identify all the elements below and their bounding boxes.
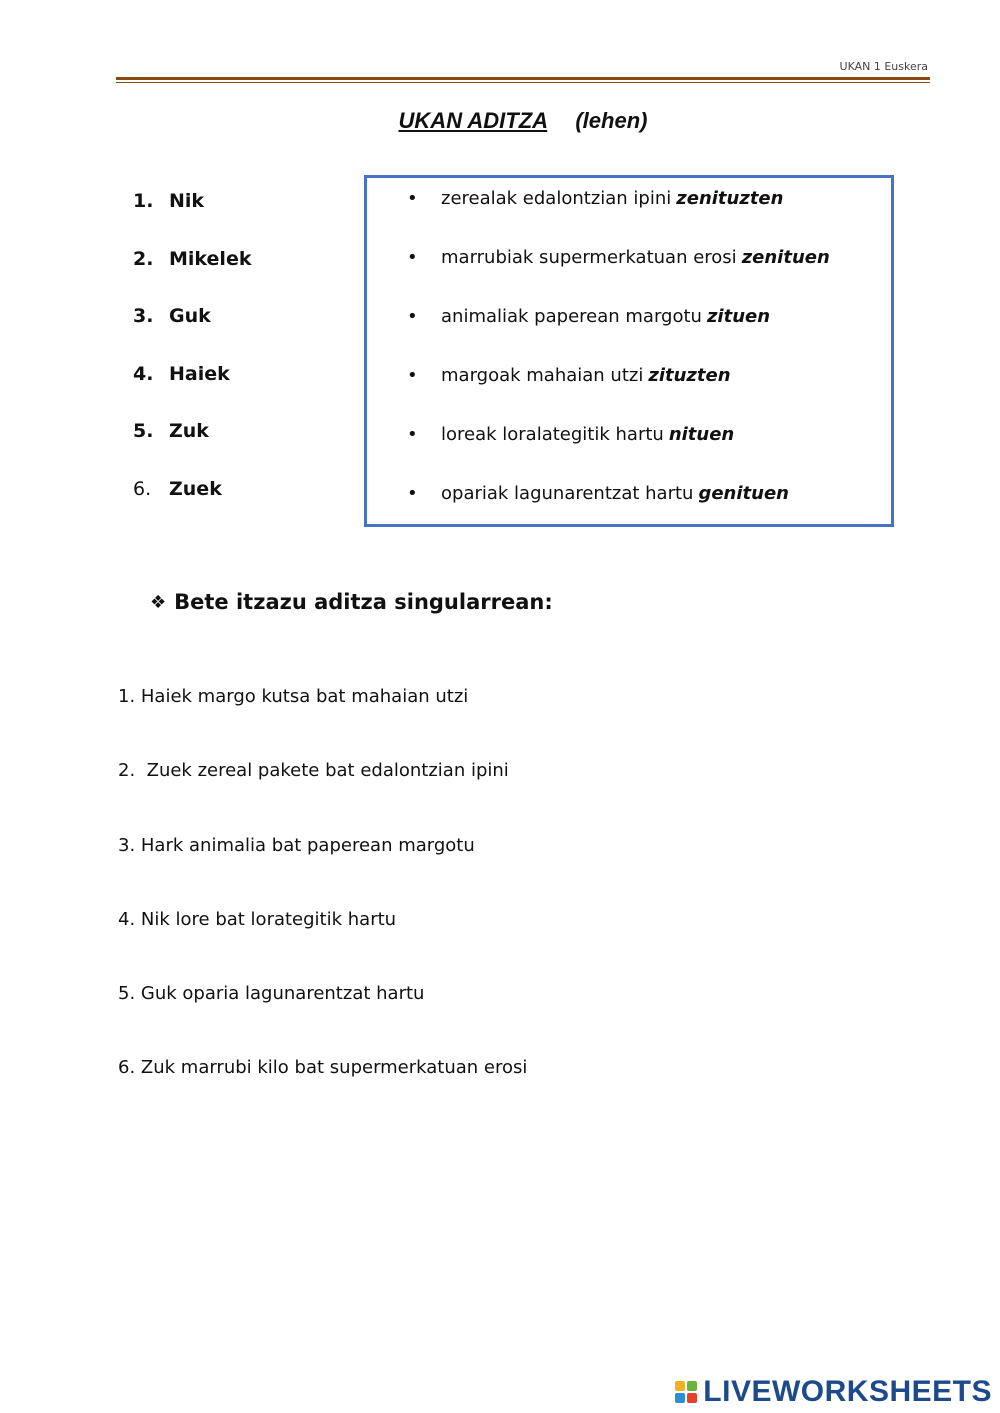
diamond-icon: ❖ <box>150 591 167 613</box>
header-rule <box>116 77 930 80</box>
bullet-icon: • <box>407 306 418 327</box>
title-main: UKAN ADITZA <box>398 108 548 133</box>
exercise-item: 3. Hark animalia bat paperean margotu <box>118 834 475 856</box>
option-verb: zituen <box>706 306 771 327</box>
liveworksheets-brand <box>675 1375 992 1409</box>
logo-square <box>675 1381 685 1391</box>
option-text: zerealak edalontzian ipini <box>441 188 672 209</box>
brand-name: LIVEWORKSHEETS <box>703 1375 992 1408</box>
options-list <box>407 188 830 542</box>
exercise-item: 5. Guk oparia lagunarentzat hartu <box>118 983 425 1005</box>
subject-item <box>133 305 251 363</box>
instruction-text: Bete itzazu aditza singularrean: <box>174 590 553 614</box>
subject-word: Nik <box>169 190 205 212</box>
subject-number: 6. <box>133 477 152 500</box>
exercise-item: 2. Zuek zereal pakete bat edalontzian ipini <box>118 760 509 782</box>
subject-word: Haiek <box>169 362 230 385</box>
header-rule-thin <box>116 82 930 83</box>
subject-item <box>133 478 251 536</box>
bullet-icon: • <box>407 188 418 209</box>
option-verb: genituen <box>698 483 789 504</box>
logo-square <box>675 1393 685 1403</box>
bullet-icon: • <box>407 365 418 386</box>
subject-word: Guk <box>169 305 211 327</box>
option-verb: nituen <box>668 424 735 445</box>
exercise-item: 1. Haiek margo kutsa bat mahaian utzi <box>118 686 469 707</box>
logo-square <box>687 1393 697 1403</box>
header-label: UKAN 1 Euskera <box>839 60 928 73</box>
option-verb: zenituzten <box>676 188 784 209</box>
subject-number: 5. <box>133 420 154 442</box>
option-item <box>407 306 830 365</box>
subject-item <box>133 363 251 421</box>
option-verb: zenituen <box>741 247 830 268</box>
options-box <box>364 175 894 527</box>
subject-number: 1. <box>133 190 154 212</box>
option-text: opariak lagunarentzat hartu <box>441 483 694 504</box>
title-sub: (lehen) <box>575 108 648 133</box>
option-text: marrubiak supermerkatuan erosi <box>441 247 737 268</box>
logo-square <box>687 1381 697 1391</box>
option-text: margoak mahaian utzi <box>441 365 644 386</box>
liveworksheets-logo-icon <box>675 1381 697 1403</box>
option-text: animaliak paperean margotu <box>441 306 702 327</box>
option-text: loreak loralategitik hartu <box>441 424 664 445</box>
exercise-item: 4. Nik lore bat lorategitik hartu <box>118 908 397 930</box>
subject-item <box>133 248 251 306</box>
subject-item <box>133 190 251 248</box>
subject-word: Zuk <box>169 420 209 442</box>
subject-number: 4. <box>133 362 154 385</box>
subject-word: Zuek <box>169 477 222 500</box>
option-verb: zituzten <box>648 365 731 386</box>
exercise-list <box>118 686 527 1132</box>
subject-number: 3. <box>133 305 154 327</box>
option-item <box>407 247 830 306</box>
subject-word: Mikelek <box>169 247 252 270</box>
instruction-heading <box>150 590 553 614</box>
subject-number: 2. <box>133 247 154 270</box>
option-item <box>407 483 830 542</box>
bullet-icon: • <box>407 247 418 268</box>
bullet-icon: • <box>407 424 418 445</box>
option-item <box>407 365 830 424</box>
exercise-item: 6. Zuk marrubi kilo bat supermerkatuan erosi <box>118 1057 528 1079</box>
option-item <box>407 424 830 483</box>
subject-item <box>133 420 251 478</box>
page-title <box>0 108 1000 134</box>
option-item <box>407 188 830 247</box>
bullet-icon: • <box>407 483 418 504</box>
subject-list <box>133 190 251 535</box>
